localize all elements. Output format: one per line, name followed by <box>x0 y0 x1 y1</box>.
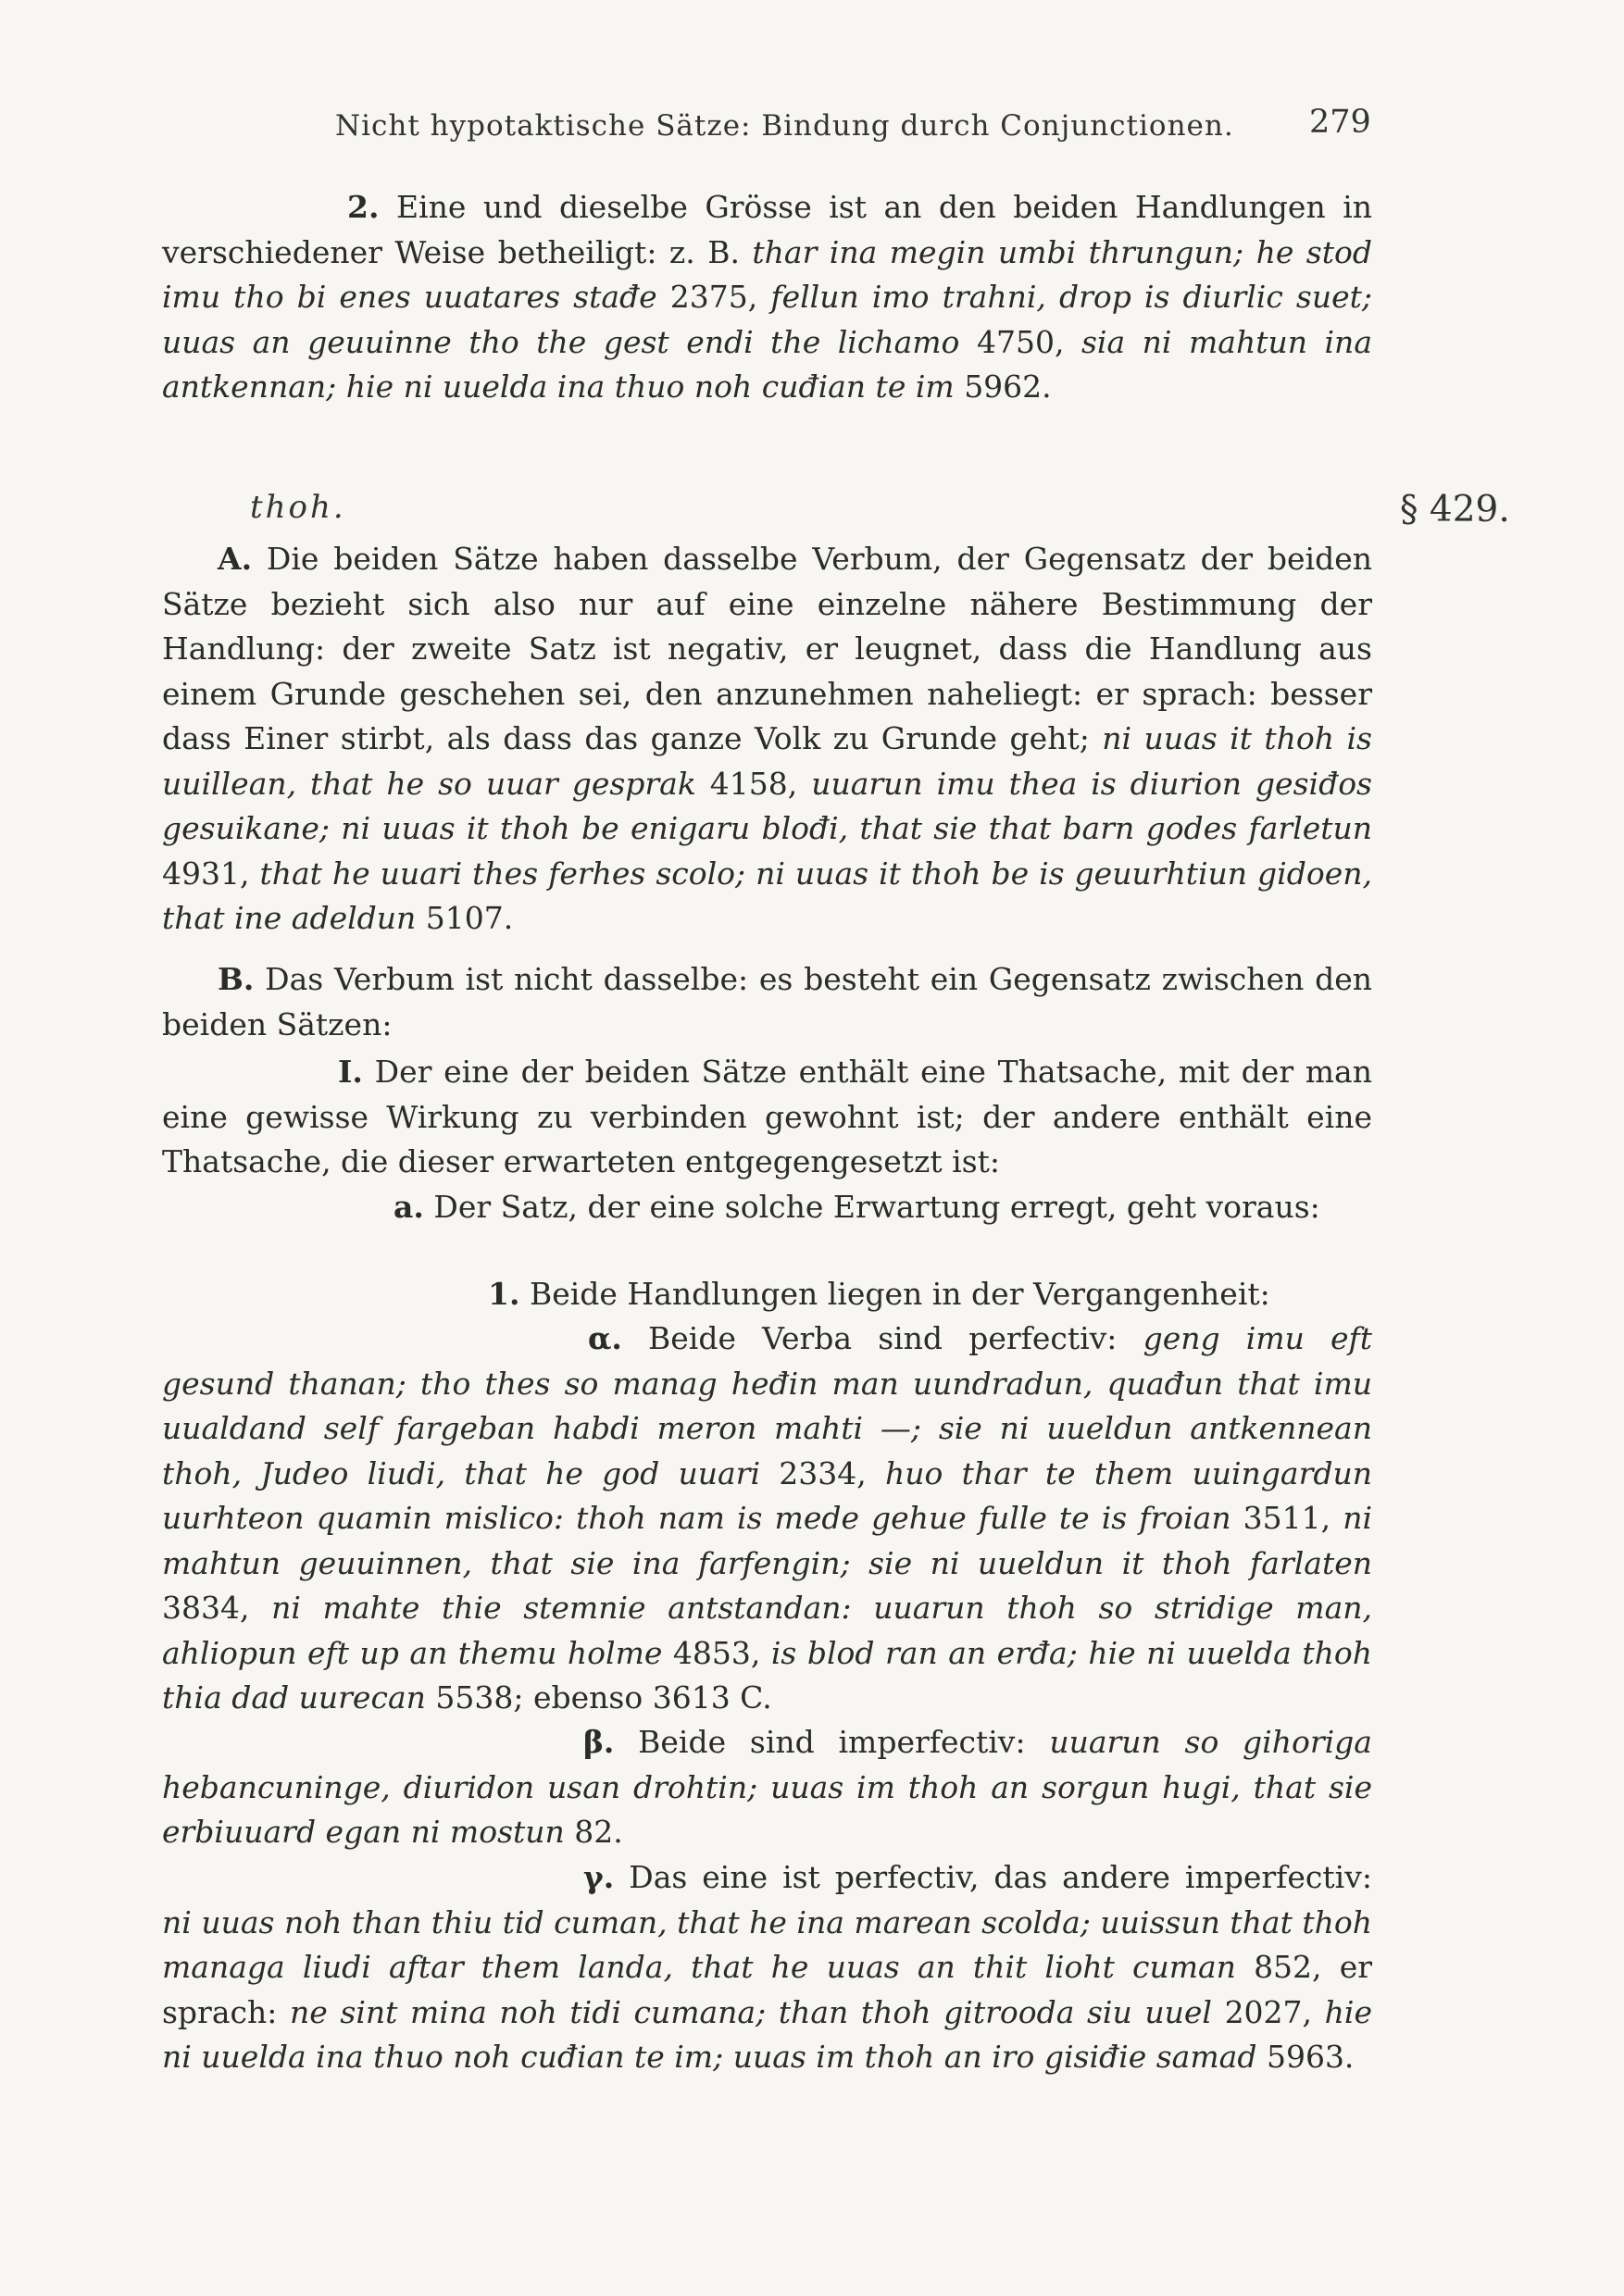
old-saxon-quote: geng imu eft gesund thanan; tho thes so manag heđin man uundradun, quađun that imu uualdand self fargeban habdi meron mahti —; sie ni uueldun antkennean thoh, Judeo liudi, that he god uuari <box>162 1320 1372 1491</box>
verse-reference: 4853, <box>672 1634 761 1671</box>
paragraph-A <box>162 537 1372 942</box>
paragraph-label: A. <box>218 541 253 577</box>
old-saxon-quote: ni mahtun geuuinnen, that sie ina farfengin; sie ni uueldun it thoh farlaten <box>162 1500 1372 1581</box>
verse-reference: 4931, <box>162 855 250 892</box>
verse-reference: 82. <box>574 1814 623 1850</box>
running-head: Nicht hypotaktische Sätze: Bindung durch Conjunctionen. <box>335 109 1234 143</box>
verse-reference: 2334, <box>779 1454 867 1491</box>
paragraph-label: 1. <box>488 1276 520 1312</box>
paragraph-alpha <box>162 1316 1372 1721</box>
verse-reference: 5107. <box>425 900 514 936</box>
paragraph-text: Beide sind imperfectiv: <box>638 1724 1026 1760</box>
verse-reference: 5963. <box>1266 2039 1355 2075</box>
paragraph-text: Die beiden Sätze haben dasselbe Verbum, der Gegensatz der beiden Sätze bezieht sich also nur auf eine einzelne nähere Bestimmung der Handlung: der zweite Satz ist negativ, er leugnet, dass die Handlung aus einem Grunde geschehen sei, den anzunehmen naheliegt: er sprach: besser dass Einer stirbt, als dass das ganze Volk zu Grunde geht; <box>162 541 1372 756</box>
paragraph-text: Das eine ist perfectiv, das andere imperfectiv: <box>629 1859 1372 1895</box>
section-mark: § 429. <box>1400 489 1510 530</box>
paragraph-label: β. <box>583 1724 615 1760</box>
verse-reference: 3511, <box>1243 1500 1331 1536</box>
paragraph-text: Beide Handlungen liegen in der Vergangenheit: <box>529 1276 1270 1312</box>
old-saxon-quote: sia ni mahtun ina antkennan; hie ni uuelda ina thuo noh cuđian te im <box>162 323 1372 405</box>
paragraph-beta <box>162 1720 1372 1855</box>
verse-reference: 4158, <box>709 765 798 802</box>
old-saxon-quote: hie ni uuelda ina thuo noh cuđian te im; uuas im thoh an iro gisiđie samad <box>162 1993 1373 2075</box>
paragraph-gamma <box>162 1855 1372 2080</box>
paragraph-text: Beide Verba sind perfectiv: <box>648 1320 1118 1356</box>
cross-reference: ebenso 3613 C. <box>532 1679 772 1716</box>
verse-reference: 5538; <box>435 1679 524 1716</box>
verse-reference: 4750, <box>976 323 1065 360</box>
paragraph-a <box>162 1185 1372 1230</box>
paragraph-label: a. <box>394 1189 424 1225</box>
page-number: 279 <box>1309 104 1371 141</box>
verse-reference: 3834, <box>162 1590 250 1626</box>
paragraph-1 <box>162 1272 1372 1317</box>
paragraph-text: Der Satz, der eine solche Erwartung erregt, geht voraus: <box>433 1189 1320 1225</box>
old-saxon-quote: huo thar te them uuingardun uurhteon quamin mislico: thoh nam is mede gehue fulle te is froian <box>162 1454 1372 1536</box>
paragraph-I <box>162 1050 1372 1185</box>
paragraph-label: I. <box>338 1054 363 1090</box>
old-saxon-quote: is blod ran an erđa; hie ni uuelda thoh thia dad uurecan <box>162 1634 1372 1716</box>
verse-reference: 5962. <box>964 368 1052 405</box>
section-heading: thoh. <box>250 489 346 526</box>
paragraph-label: γ. <box>583 1859 615 1895</box>
paragraph-label: α. <box>588 1320 622 1356</box>
old-saxon-quote: ni mahte thie stemnie antstandan: uuarun thoh so stridige man, ahliopun eft up an themu holme <box>162 1590 1372 1671</box>
old-saxon-quote: ni uuas noh than thiu tid cuman, that he ina marean scolda; uuissun that thoh managa liudi aftar them landa, that he uuas an thit lioht cuman <box>162 1903 1372 1985</box>
verse-reference: 2027, <box>1224 1993 1313 2030</box>
old-saxon-quote: uuarun imu thea is diurion gesiđos gesuikane; ni uuas it thoh be enigaru blođi, that sie that barn godes farletun <box>162 765 1372 846</box>
old-saxon-quote: fellun imo trahni, drop is diurlic suet; uuas an geuuinne tho the gest endi the lichamo <box>162 279 1372 360</box>
verse-reference: 852, <box>1254 1949 1322 1985</box>
old-saxon-quote: ni uuas it thoh is uuillean, that he so uuar gesprak <box>162 720 1372 802</box>
paragraph-label: B. <box>218 961 255 997</box>
paragraph-label: 2. <box>347 189 380 225</box>
paragraph-text: er sprach: <box>162 1949 1372 2030</box>
old-saxon-quote: thar ina megin umbi thrungun; he stod imu tho bi enes uuatares stađe <box>162 233 1372 315</box>
old-saxon-quote: that he uuari thes ferhes scolo; ni uuas it thoh be is geuurhtiun gidoen, that ine adeldun <box>162 855 1372 936</box>
verse-reference: 2375, <box>669 279 758 315</box>
old-saxon-quote: uuarun so gihoriga hebancuninge, diuridon usan drohtin; uuas im thoh an sorgun hugi, that sie erbiuuard egan ni mostun <box>162 1724 1372 1850</box>
paragraph-B <box>162 957 1372 1047</box>
paragraph-text: Eine und dieselbe Grösse ist an den beiden Handlungen in verschiedener Weise betheiligt: z. B. <box>162 189 1372 270</box>
paragraph-text: Der eine der beiden Sätze enthält eine Thatsache, mit der man eine gewisse Wirkung zu verbinden gewohnt ist; der andere enthält eine Thatsache, die dieser erwarteten entgegengesetzt ist: <box>162 1054 1372 1179</box>
paragraph-text: Das Verbum ist nicht dasselbe: es besteht ein Gegensatz zwischen den beiden Sätzen: <box>162 961 1372 1042</box>
paragraph-2 <box>162 185 1372 410</box>
old-saxon-quote: ne sint mina noh tidi cumana; than thoh gitrooda siu uuel <box>290 1993 1212 2030</box>
